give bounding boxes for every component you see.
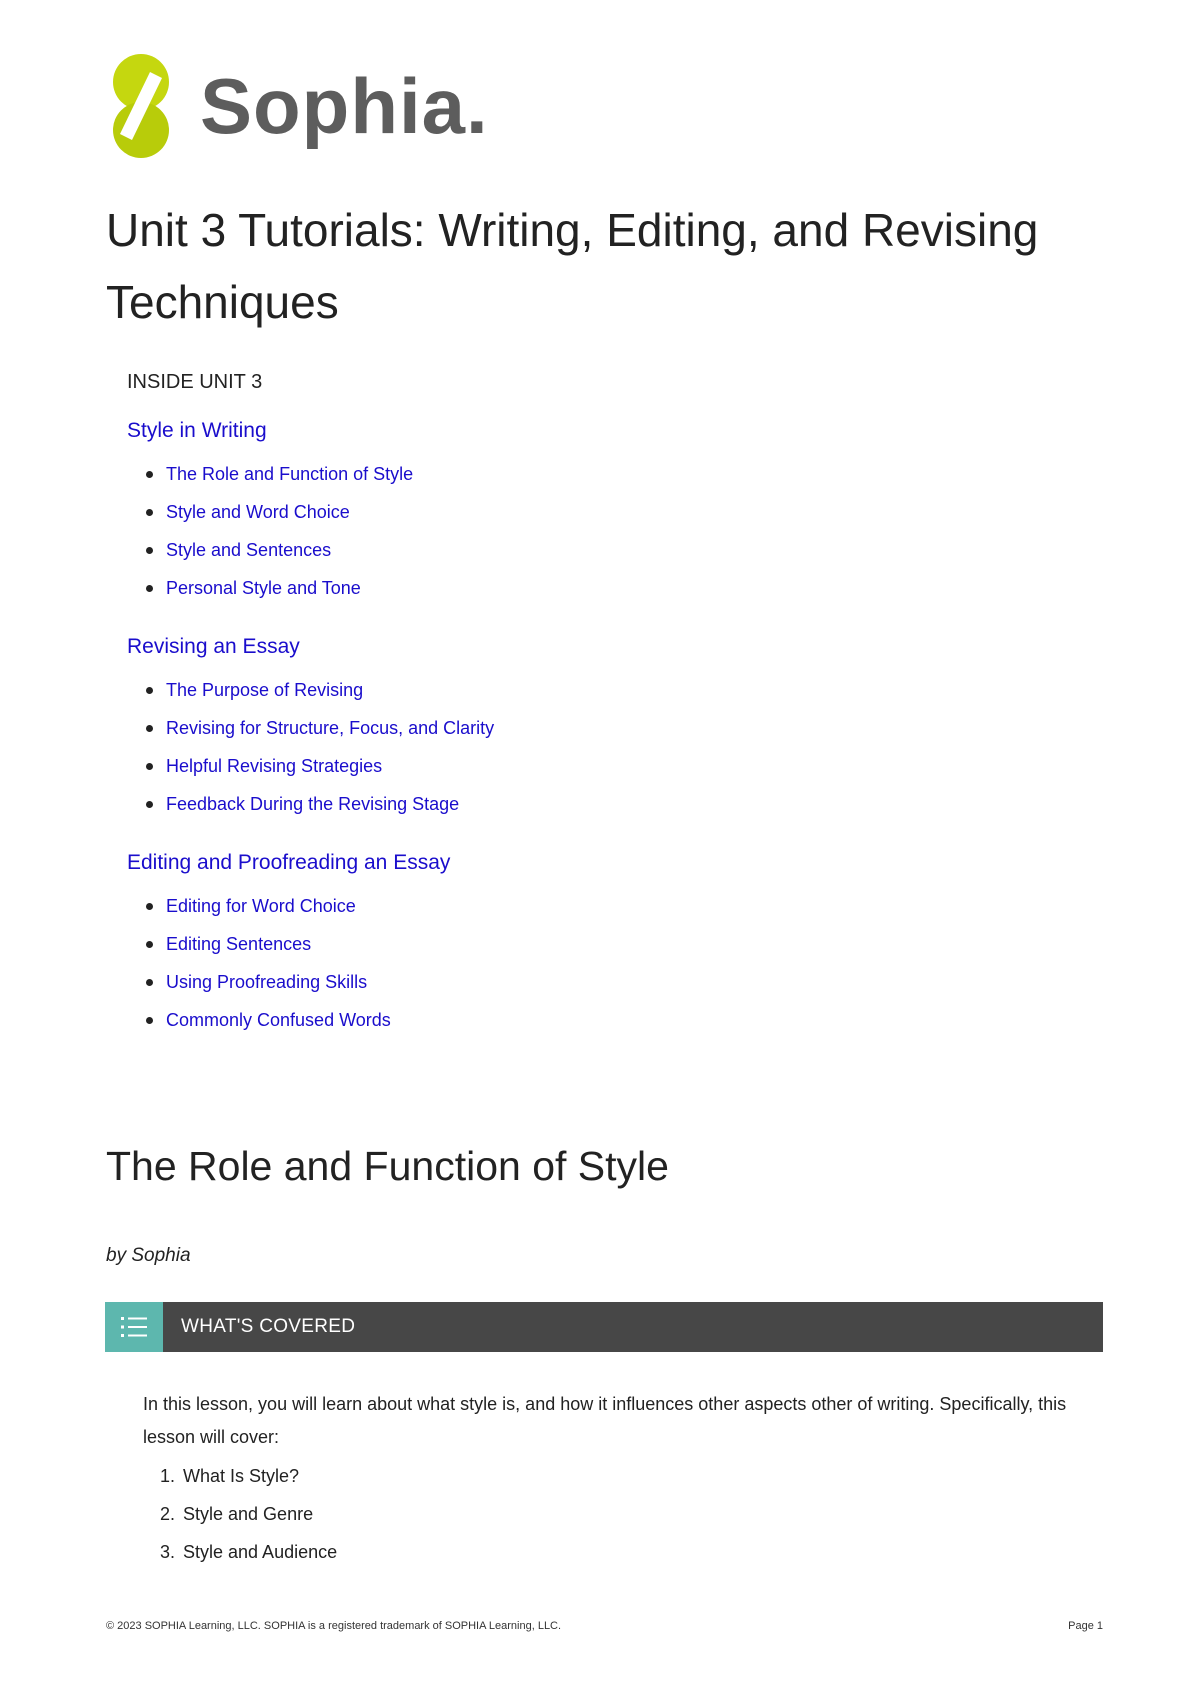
list-item bbox=[127, 498, 1027, 536]
tutorial-link[interactable]: Feedback During the Revising Stage bbox=[166, 794, 460, 814]
list-text: What Is Style? bbox=[183, 1466, 300, 1486]
sophia-wordmark: Sophia. bbox=[200, 62, 489, 150]
list-item bbox=[127, 574, 1027, 612]
list-text: Style and Audience bbox=[183, 1542, 338, 1562]
whats-covered-banner bbox=[105, 1302, 1103, 1352]
list-item bbox=[127, 536, 1027, 574]
lesson-topic-list bbox=[143, 1462, 337, 1576]
sophia-logo bbox=[104, 54, 489, 158]
list-item bbox=[127, 790, 1027, 828]
section-list-revising-an-essay bbox=[127, 676, 1027, 828]
section-link-editing-and-proofreading[interactable]: Editing and Proofreading an Essay bbox=[127, 851, 451, 874]
list-item bbox=[127, 676, 1027, 714]
tutorial-link[interactable]: Editing Sentences bbox=[166, 934, 312, 954]
tutorial-link[interactable]: Revising for Structure, Focus, and Clarity bbox=[166, 718, 495, 738]
section-list-style-in-writing bbox=[127, 460, 1027, 612]
footer-page-number: Page 1 bbox=[1068, 1620, 1103, 1632]
tutorial-link[interactable]: Style and Sentences bbox=[166, 540, 332, 560]
list-item bbox=[143, 1500, 337, 1538]
tutorial-link[interactable]: Helpful Revising Strategies bbox=[166, 756, 383, 776]
tutorial-link[interactable]: The Role and Function of Style bbox=[166, 464, 414, 484]
section-link-style-in-writing[interactable]: Style in Writing bbox=[127, 419, 267, 442]
list-item bbox=[127, 892, 1027, 930]
list-item bbox=[127, 968, 1027, 1006]
list-number: 1. bbox=[159, 1466, 175, 1486]
contents-label: INSIDE UNIT 3 bbox=[127, 371, 263, 393]
list-item bbox=[127, 1006, 1027, 1044]
tutorial-link[interactable]: Using Proofreading Skills bbox=[166, 972, 368, 992]
list-item bbox=[127, 460, 1027, 498]
byline: by Sophia bbox=[106, 1245, 191, 1266]
lesson-title: The Role and Function of Style bbox=[106, 1143, 669, 1189]
tutorial-link[interactable]: Editing for Word Choice bbox=[166, 896, 356, 916]
list-item bbox=[143, 1538, 337, 1576]
section-link-revising-an-essay[interactable]: Revising an Essay bbox=[127, 635, 300, 658]
sophia-mark-icon bbox=[104, 54, 178, 158]
tutorial-link[interactable]: Personal Style and Tone bbox=[166, 578, 361, 598]
tutorial-link[interactable]: Style and Word Choice bbox=[166, 502, 350, 522]
lesson-intro: In this lesson, you will learn about what style is, and how it influences other aspects other of writing. Specifically, this lesson will cover: bbox=[143, 1394, 1067, 1447]
whats-covered-label: WHAT'S COVERED bbox=[181, 1316, 356, 1337]
footer-copyright: © 2023 SOPHIA Learning, LLC. SOPHIA is a registered trademark of SOPHIA Learning, LLC. bbox=[106, 1620, 562, 1632]
list-icon bbox=[105, 1302, 163, 1352]
unit-title: Unit 3 Tutorials: Writing, Editing, and Revising Techniques bbox=[106, 204, 1039, 328]
list-item bbox=[127, 930, 1027, 968]
list-item bbox=[127, 714, 1027, 752]
list-number: 3. bbox=[159, 1542, 175, 1562]
tutorial-link[interactable]: Commonly Confused Words bbox=[166, 1010, 391, 1030]
tutorial-link[interactable]: The Purpose of Revising bbox=[166, 680, 364, 700]
list-number: 2. bbox=[159, 1504, 175, 1524]
unit-contents bbox=[127, 368, 1027, 1064]
section-list-editing-and-proofreading bbox=[127, 892, 1027, 1044]
list-item bbox=[127, 752, 1027, 790]
list-text: Style and Genre bbox=[183, 1504, 314, 1524]
list-item bbox=[143, 1462, 337, 1500]
